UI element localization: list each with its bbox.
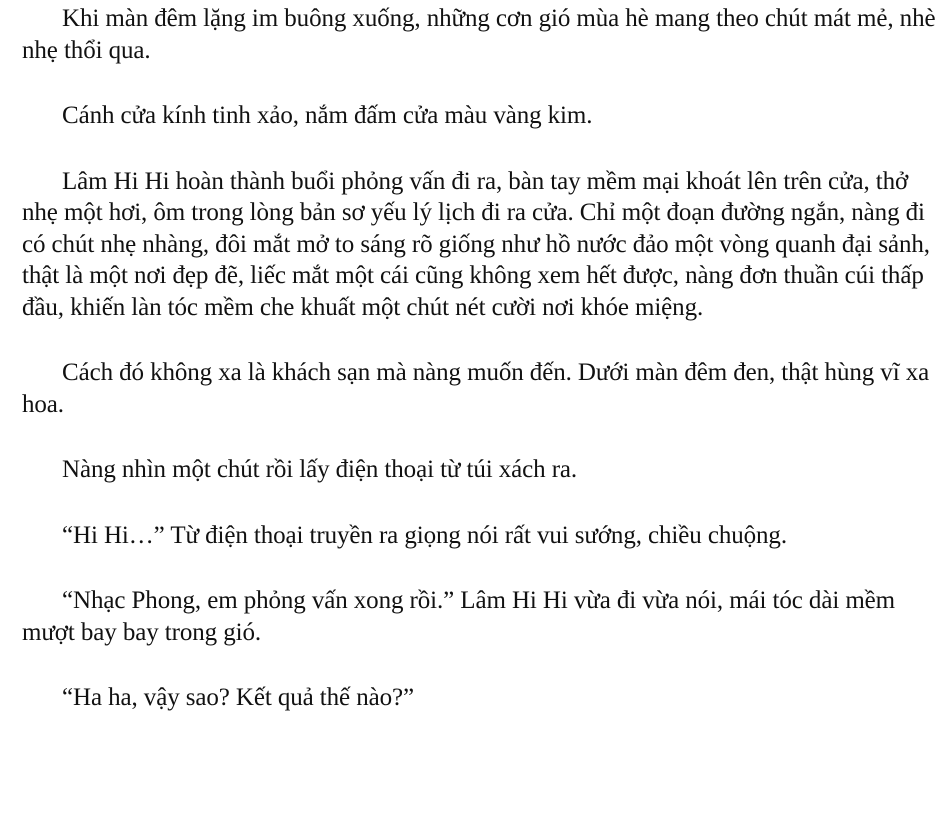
document-page [22, 3, 940, 748]
paragraph-3: Lâm Hi Hi hoàn thành buổi phỏng vấn đi ra, bàn tay mềm mại khoát lên trên cửa, thở nhẹ một hơi, ôm trong lòng bản sơ yếu lý lịch đi ra cửa. Chỉ một đoạn đường ngắn, nàng đi có chút nhẹ nhàng, đôi mắt mở to sáng rõ giống như hồ nước đảo một vòng quanh đại sảnh, thật là một nơi đẹp đẽ, liếc mắt một cái cũng không xem hết được, nàng đơn thuần cúi thấp đầu, khiến làn tóc mềm che khuất một chút nét cười nơi khóe miệng. [22, 167, 930, 321]
paragraph-2: Cánh cửa kính tinh xảo, nắm đấm cửa màu vàng kim. [62, 102, 593, 129]
paragraph-6: “Hi Hi…” Từ điện thoại truyền ra giọng nói rất vui sướng, chiều chuộng. [62, 521, 787, 549]
paragraph-4: Cách đó không xa là khách sạn mà nàng muốn đến. Dưới màn đêm đen, thật hùng vĩ xa hoa. [22, 359, 930, 418]
paragraph-1: Khi màn đêm lặng im buông xuống, những cơn gió mùa hè mang theo chút mát mẻ, nhè nhẹ thổi qua. [22, 5, 936, 64]
paragraph-5: Nàng nhìn một chút rồi lấy điện thoại từ túi xách ra. [62, 456, 578, 483]
paragraph-8: “Ha ha, vậy sao? Kết quả thế nào?” [62, 684, 414, 711]
paragraph-7: “Nhạc Phong, em phỏng vấn xong rồi.” Lâm Hi Hi vừa đi vừa nói, mái tóc dài mềm mượt bay bay trong gió. [22, 587, 896, 646]
